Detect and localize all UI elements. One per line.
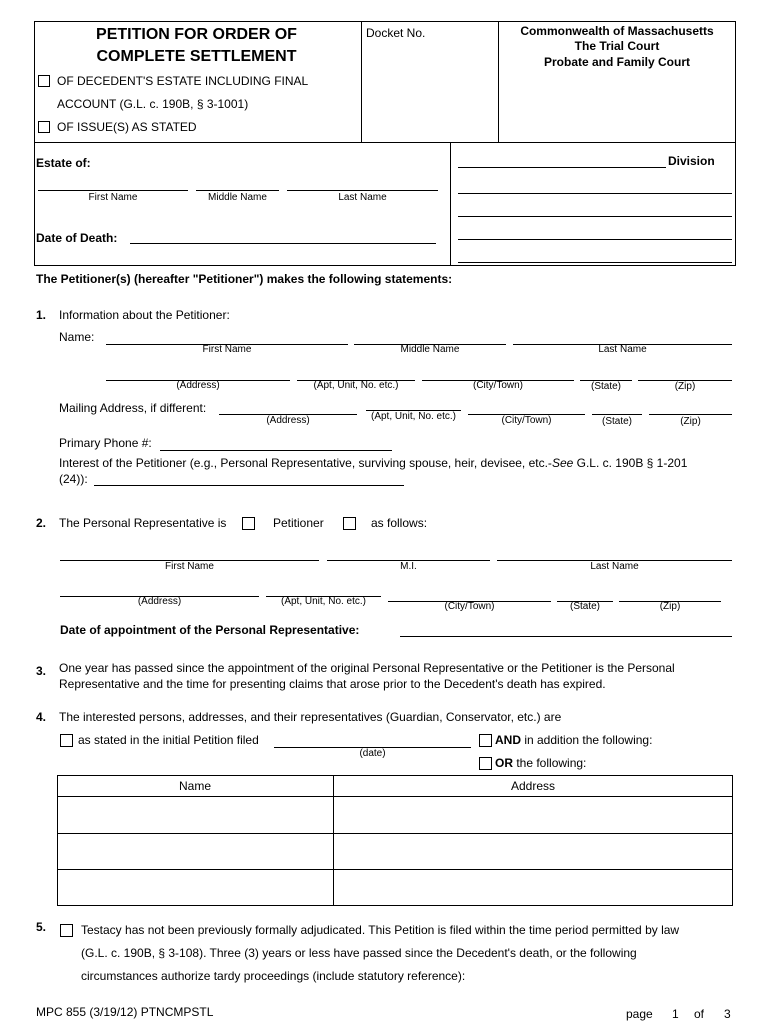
s4-text: The interested persons, addresses, and their representatives (Guardian, Conservator, etc.) are bbox=[59, 710, 562, 724]
s4-or-bold: OR bbox=[495, 756, 513, 770]
s4-and-bold: AND bbox=[495, 733, 521, 747]
s4-and-checkbox[interactable] bbox=[479, 734, 492, 747]
estate-last-name-caption: Last Name bbox=[338, 192, 387, 203]
s1-mailing-state-caption: (State) bbox=[601, 416, 632, 427]
s2-as-follows-checkbox[interactable] bbox=[343, 517, 356, 530]
option-estate-line1: OF DECEDENT'S ESTATE INCLUDING FINAL bbox=[57, 74, 309, 88]
header-divider-right bbox=[498, 21, 499, 143]
court-line3: Probate and Family Court bbox=[543, 55, 691, 69]
footer-page-number: 1 bbox=[672, 1007, 679, 1021]
s3-line2: Representative and the time for presenting claims that arose prior to the Decedent's death has expired. bbox=[59, 677, 606, 691]
date-of-death-line[interactable] bbox=[130, 243, 436, 244]
s4-or-checkbox[interactable] bbox=[479, 757, 492, 770]
s5-line1: Testacy has not been previously formally adjudicated. This Petition is filed within the time period permitted by law bbox=[81, 923, 680, 937]
s1-mailing-zip-caption: (Zip) bbox=[680, 416, 701, 427]
s2-appointment-line[interactable] bbox=[400, 636, 732, 637]
s4-as-stated-checkbox[interactable] bbox=[60, 734, 73, 747]
s2-state-caption: (State) bbox=[569, 601, 600, 612]
estate-of-label: Estate of: bbox=[36, 156, 91, 170]
s2-petitioner-checkbox[interactable] bbox=[242, 517, 255, 530]
s1-first-name-caption: First Name bbox=[202, 344, 252, 355]
form-title-line2: COMPLETE SETTLEMENT bbox=[96, 48, 297, 65]
s1-zip-caption: (Zip) bbox=[674, 381, 696, 392]
option-issues-checkbox[interactable] bbox=[38, 121, 50, 133]
table-row-2-address-cell[interactable] bbox=[334, 834, 732, 868]
s1-heading: Information about the Petitioner: bbox=[59, 308, 230, 322]
s1-interest-see: See bbox=[551, 456, 574, 470]
table-header-name: Name bbox=[178, 779, 211, 793]
petitioner-intro: The Petitioner(s) (hereafter "Petitioner") makes the following statements: bbox=[36, 272, 453, 286]
s1-apt-caption: (Apt, Unit, No. etc.) bbox=[313, 380, 399, 391]
s2-as-follows-label: as follows: bbox=[371, 516, 428, 530]
s1-address-caption: (Address) bbox=[176, 380, 220, 391]
s1-middle-name-caption: Middle Name bbox=[400, 344, 460, 355]
court-address-line1[interactable] bbox=[458, 193, 732, 194]
s2-text: The Personal Representative is bbox=[59, 516, 227, 530]
table-row-2-name-cell[interactable] bbox=[58, 834, 332, 868]
footer-page-label: page bbox=[626, 1007, 653, 1021]
table-row-3-address-cell[interactable] bbox=[334, 870, 732, 905]
s2-first-name-caption: First Name bbox=[165, 561, 214, 572]
s4-number: 4. bbox=[36, 710, 47, 724]
court-address-line2[interactable] bbox=[458, 216, 732, 217]
s1-interest-text-b: G.L. c. 190B § 1-201 bbox=[573, 456, 688, 470]
s1-mailing-zip-line[interactable] bbox=[649, 414, 732, 415]
court-line2: The Trial Court bbox=[574, 39, 660, 53]
s4-as-stated-label: as stated in the initial Petition filed bbox=[78, 733, 259, 747]
court-address-line4[interactable] bbox=[458, 262, 732, 263]
header-divider-left bbox=[361, 21, 362, 143]
estate-middle-name-caption: Middle Name bbox=[208, 192, 267, 203]
s1-mailing-label: Mailing Address, if different: bbox=[59, 401, 207, 415]
s1-mailing-apt-caption: (Apt, Unit, No. etc.) bbox=[370, 411, 457, 422]
s4-or-label bbox=[495, 756, 586, 770]
s1-interest-line[interactable] bbox=[94, 485, 404, 486]
table-header-address: Address bbox=[510, 779, 556, 793]
s5-line3: circumstances authorize tardy proceedings (include statutory reference): bbox=[81, 969, 466, 983]
s1-mailing-state-line[interactable] bbox=[592, 414, 642, 415]
s2-zip-caption: (Zip) bbox=[659, 601, 681, 612]
division-label: Division bbox=[668, 154, 715, 168]
footer-form-id: MPC 855 (3/19/12) PTNCMPSTL bbox=[36, 1005, 214, 1019]
court-address-line3[interactable] bbox=[458, 239, 732, 240]
table-row-3-name-cell[interactable] bbox=[58, 870, 332, 905]
s1-state-caption: (State) bbox=[590, 381, 621, 392]
s2-appointment-label: Date of appointment of the Personal Representative: bbox=[60, 623, 360, 637]
footer-of-label: of bbox=[694, 1007, 705, 1021]
estate-last-name-line[interactable] bbox=[287, 190, 438, 191]
s1-mailing-address-caption: (Address) bbox=[266, 415, 310, 426]
s1-last-name-caption: Last Name bbox=[598, 344, 647, 355]
s4-date-caption: (date) bbox=[359, 748, 386, 759]
header-divider-bottom bbox=[34, 142, 736, 143]
footer-total-pages: 3 bbox=[724, 1007, 731, 1021]
s5-testacy-checkbox[interactable] bbox=[60, 924, 73, 937]
s1-city-caption: (City/Town) bbox=[472, 380, 523, 391]
s4-or-rest: the following: bbox=[513, 756, 587, 770]
s1-name-label: Name: bbox=[59, 330, 95, 344]
s2-apt-caption: (Apt, Unit, No. etc.) bbox=[280, 596, 367, 607]
s1-phone-line[interactable] bbox=[160, 450, 392, 451]
s1-phone-label: Primary Phone #: bbox=[59, 436, 152, 450]
s2-mi-caption: M.I. bbox=[400, 561, 417, 572]
option-estate-checkbox[interactable] bbox=[38, 75, 50, 87]
s4-and-rest: in addition the following: bbox=[521, 733, 653, 747]
division-line[interactable] bbox=[458, 167, 666, 168]
estate-divider bbox=[450, 142, 451, 266]
table-row-1-address-cell[interactable] bbox=[334, 797, 732, 832]
s4-and-label bbox=[495, 733, 652, 747]
s2-address-caption: (Address) bbox=[137, 596, 182, 607]
form-title-line1: PETITION FOR ORDER OF bbox=[96, 26, 297, 43]
s5-line2: (G.L. c. 190B, § 3-108). Three (3) years or less have passed since the Decedent's death, or the following bbox=[81, 946, 637, 960]
s1-interest-line2: (24)): bbox=[59, 472, 88, 486]
s3-line1: One year has passed since the appointment of the original Personal Representative or the Petitioner is the Personal bbox=[59, 661, 675, 675]
option-estate-line2: ACCOUNT (G.L. c. 190B, § 3-1001) bbox=[57, 97, 249, 111]
estate-first-name-caption: First Name bbox=[88, 192, 138, 203]
s2-last-name-caption: Last Name bbox=[590, 561, 639, 572]
s2-number: 2. bbox=[36, 516, 47, 530]
option-issues-label: OF ISSUE(S) AS STATED bbox=[57, 120, 197, 134]
s1-interest-line1 bbox=[59, 456, 687, 470]
s1-number: 1. bbox=[36, 308, 47, 322]
s2-city-caption: (City/Town) bbox=[444, 601, 495, 612]
court-line1: Commonwealth of Massachusetts bbox=[520, 24, 714, 38]
s1-mailing-city-caption: (City/Town) bbox=[501, 415, 552, 426]
s2-petitioner-label: Petitioner bbox=[273, 516, 324, 530]
date-of-death-label: Date of Death: bbox=[36, 231, 118, 245]
estate-first-name-line[interactable] bbox=[38, 190, 188, 191]
estate-middle-name-line[interactable] bbox=[196, 190, 279, 191]
s1-interest-text-a: Interest of the Petitioner (e.g., Personal Representative, surviving spouse, heir, devisee, etc.- bbox=[59, 456, 552, 470]
table-row-1-name-cell[interactable] bbox=[58, 797, 332, 832]
docket-label: Docket No. bbox=[366, 26, 426, 40]
s3-number: 3. bbox=[36, 664, 47, 678]
s5-number: 5. bbox=[36, 920, 47, 934]
